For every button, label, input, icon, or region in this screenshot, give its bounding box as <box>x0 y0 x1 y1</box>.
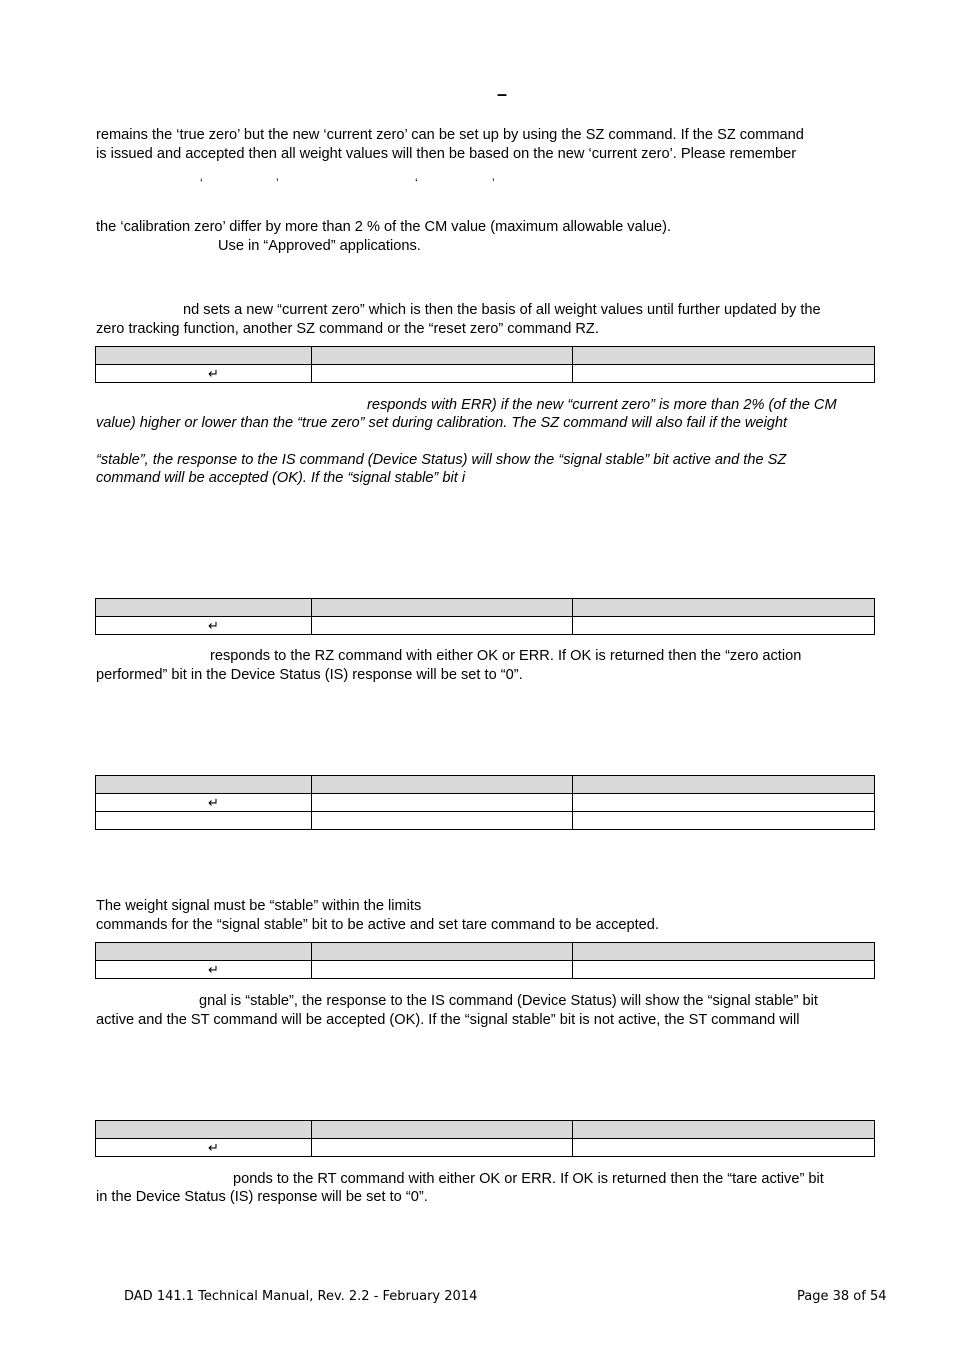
sz-note: responds with ERR) if the new “current zero” is more than 2% (of the CM <box>367 397 837 413</box>
quote-mark: ’ <box>492 176 495 190</box>
enter-key-icon: ↵ <box>208 366 219 381</box>
enter-key-icon: ↵ <box>208 962 219 977</box>
paragraph-line: Use in “Approved” applications. <box>218 238 421 254</box>
st-note: active and the ST command will be accepted (OK). If the “signal stable” bit is not active, the ST command will <box>96 1012 800 1028</box>
paragraph-line: the ‘calibration zero’ differ by more than 2 % of the CM value (maximum allowable value). <box>96 219 672 235</box>
st-description: commands for the “signal stable” bit to be active and set tare command to be accepted. <box>96 917 659 933</box>
rz-note: performed” bit in the Device Status (IS) response will be set to “0”. <box>96 667 523 683</box>
quote-mark: ‘ <box>415 176 418 190</box>
rz-command-table <box>95 598 875 635</box>
enter-key-icon: ↵ <box>208 1140 219 1155</box>
sz-description: nd sets a new “current zero” which is then the basis of all weight values until further updated by the <box>183 302 821 318</box>
quote-mark: ’ <box>276 176 279 190</box>
enter-key-icon: ↵ <box>208 618 219 633</box>
sz-description: zero tracking function, another SZ command or the “reset zero” command RZ. <box>96 321 599 337</box>
st-command-table <box>95 942 875 979</box>
st-note: gnal is “stable”, the response to the IS command (Device Status) will show the “signal stable” bit <box>199 993 818 1009</box>
st-description: The weight signal must be “stable” within the limits <box>96 898 422 914</box>
page-number: Page 38 of 54 <box>797 1289 887 1304</box>
command-table <box>95 775 875 830</box>
enter-key-icon: ↵ <box>208 795 219 810</box>
heading-dash: – <box>497 84 508 104</box>
quote-mark: ‘ <box>200 176 203 190</box>
paragraph-line: remains the ‘true zero’ but the new ‘current zero’ can be set up by using the SZ command. If the SZ command <box>96 127 804 143</box>
footer-title: DAD 141.1 Technical Manual, Rev. 2.2 - February 2014 <box>124 1289 478 1304</box>
sz-note: command will be accepted (OK). If the “signal stable” bit i <box>96 470 466 486</box>
sz-note: “stable”, the response to the IS command (Device Status) will show the “signal stable” bit active and the SZ <box>96 452 787 468</box>
sz-note: value) higher or lower than the “true zero” set during calibration. The SZ command will also fail if the weight <box>96 415 788 431</box>
rt-command-table <box>95 1120 875 1157</box>
sz-command-table <box>95 346 875 383</box>
paragraph-line: is issued and accepted then all weight values will then be based on the new ‘current zero’. Please remember <box>96 146 797 162</box>
rz-note: responds to the RZ command with either OK or ERR. If OK is returned then the “zero action <box>210 648 802 664</box>
rt-note: ponds to the RT command with either OK or ERR. If OK is returned then the “tare active” bit <box>233 1171 824 1187</box>
rt-note: in the Device Status (IS) response will be set to “0”. <box>96 1189 428 1205</box>
